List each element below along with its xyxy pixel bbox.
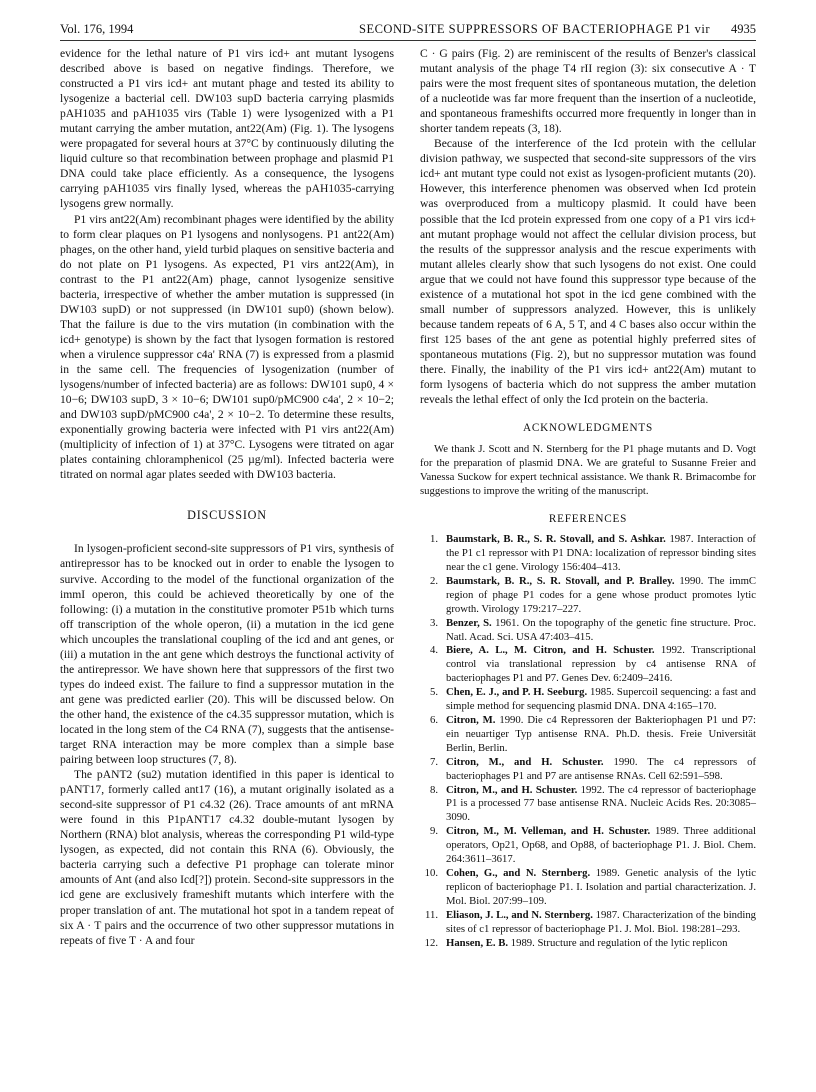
reference-text: 1989. Structure and regulation of the lytic replicon [510, 936, 728, 949]
reference-authors: Hansen, E. B. [446, 936, 509, 949]
reference-item [420, 756, 756, 784]
reference-authors: Chen, E. J., and P. H. Seeburg. [446, 686, 588, 699]
body-paragraph: evidence for the lethal nature of P1 virs icd+ ant mutant lysogens described above is based on negative findings. Therefore, we constructed a P1 virs icd+ ant mutant phage and tested its ability to lysogenize a bacterial cell. DW103 supD bacteria carrying plasmids pAH1035 and pAH1035 virs (Table 1) were lysogenized with a P1 mutant carrying the amber mutation, ant22(Am) (Fig. 1). The lysogens were propagated for several hours at 37°C by continuously diluting the liquid culture so that recombination between prophage and plasmid P1 DNA could take place efficiently. As a consequence, the lysogens carrying pAH1035 virs finally lysed, whereas the pAH1035-carrying lysogens grew normally. [60, 47, 394, 211]
reference-item [420, 533, 756, 575]
references-heading: REFERENCES [548, 513, 628, 526]
reference-text: 1987. Characterization of the binding sites of c1 repressor of bacteriophage P1. J. Mol. Biol. 198:281–293. [446, 908, 757, 935]
reference-number: 10. [424, 866, 438, 879]
reference-authors: Cohen, G., and N. Sternberg. [446, 866, 591, 879]
reference-authors: Citron, M., M. Velleman, and H. Schuster. [446, 825, 651, 838]
reference-number: 3. [429, 616, 438, 629]
reference-text: 1990. The c4 repressors of bacteriophages P1 and P7 are antisense RNAs. Cell 62:591–598. [446, 755, 757, 782]
reference-text: 1990. The immC region of phage P1 codes for a gene whose product promotes lytic growth. Virology 179:217–227. [446, 574, 757, 615]
reference-number: 4. [429, 644, 438, 657]
reference-text: 1987. Interaction of the P1 c1 repressor with P1 DNA: localization of repressor binding sites near the c1 gene. Virology 156:404–413. [446, 533, 756, 574]
reference-authors: Citron, M., and H. Schuster. [446, 783, 578, 796]
running-header [60, 22, 756, 40]
reference-item [420, 909, 756, 937]
reference-authors: Biere, A. L., M. Citron, and H. Schuster. [446, 644, 655, 657]
reference-item [420, 644, 756, 686]
reference-number: 6. [429, 714, 438, 726]
discussion-heading: DISCUSSION [187, 508, 267, 523]
reference-number: 11. [425, 908, 438, 921]
reference-number: 12. [424, 936, 438, 949]
reference-authors: Benzer, S. [446, 616, 492, 629]
reference-item [420, 714, 756, 756]
reference-authors: Baumstark, B. R., S. R. Stovall, and S. Ashkar. [446, 533, 666, 546]
discussion-paragraph: In lysogen-proficient second-site suppressors of P1 virs, synthesis of antirepressor has to be knocked out in order to enable the lysogen to survive. According to the model of the functional organization of the immI operon, this could be achieved theoretically by one of the following: (i) a mutation in the constitutive promoter P51b which turns off transcription of the whole operon, (ii) a mutation in the icd gene which uncouples the translational coupling of the icd and ant genes, or (iii) a mutation in the ant gene which destroys the functional activity of the antirepressor. We have shown here that suppressors of the first two types do indeed exist. The failure to find a suppressor mutation in the ant gene was predicted earlier (20). This will be discussed below. On the other hand, the existence of the c4.35 suppressor mutation, which is located in the long stem of the C4 RNA (7), suggests that the antisense-target RNA interaction may be more complex than a simple base pairing between loop structures (7, 8). [60, 542, 394, 767]
reference-text: 1992. The c4 repressor of bacteriophage P1 is a processed 77 base antisense RNA. Nucleic Acids Res. 20:3085–3090. [446, 783, 756, 824]
reference-item [420, 575, 756, 617]
reference-item [420, 784, 756, 826]
left-column [60, 46, 394, 948]
reference-authors: Baumstark, B. R., S. R. Stovall, and P. Bralley. [446, 574, 675, 587]
right-column [420, 46, 756, 950]
body-paragraph: C · G pairs (Fig. 2) are reminiscent of the results of Benzer's classical mutant analysis of the phage T4 rII region (3): six consecutive A · T pairs were the most frequent sites of spontaneous mutation, the deletion of a nucleotide was far more frequent than the insertion of a nucleotide, and spontaneous frameshifts occurred more frequently in longer than in shorter tandem repeats (3, 18). [420, 47, 756, 136]
reference-number: 1. [429, 533, 438, 546]
reference-number: 2. [429, 574, 438, 587]
discussion-paragraph: The pANT2 (su2) mutation identified in this paper is identical to pANT17, formerly called ant17 (16), a mutant originally isolated as a second-site suppressor of P1 c4.32 (26). Trace amounts of ant mRNA were found in this P1pANT17 c4.32 double-mutant lysogen by Northern (RNA) blot analysis, whereas the corresponding P1 wild-type lysogen, as expected, did not contain this RNA (6). Obviously, the bacteria carrying such a defective P1 prophage can tolerate minor amounts of Ant (and also Icd[?]) protein. Second-site suppressors in the icd gene are exclusively frameshift mutants which interfere with the proper translation of ant. The mutational hot spot in a tandem repeat of six A · T pairs and the occurrence of two other suppressor mutations in repeats of five T · A and four [60, 768, 394, 947]
references-list [420, 533, 756, 950]
reference-text: 1989. Three additional operators, Op21, Op68, and Op88, of bacteriophage P1. J. Biol. Chem. 264:3611–3617. [446, 825, 757, 866]
reference-item [420, 825, 756, 867]
reference-text: 1990. Die c4 Repressoren der Bakteriophagen P1 und P7: ein neuartiger Typ antisense RNA. Ph.D. thesis. Freie Universität Berlin, Berlin. [446, 714, 756, 754]
body-paragraph: Because of the interference of the Icd protein with the cellular division pathway, we suspected that second-site suppressors of the virs icd+ ant mutant type could not exist as lysogen-proficient mutants (20). However, this interference phenomen was observed when Icd protein was overproduced from a multicopy plasmid. It could have been possible that the Icd protein expressed from one copy of a P1 virs icd+ ant mutant prophage would not affect the cellular division process, but the results of the suppressor analysis and the rescue experiments with mutant alleles clearly show that such lysogens do not exist. One could argue that we could not have found this suppressor type because of the existence of a mutational hot spot in the icd gene combined with the small number of suppressors analyzed. However, this is unlikely because tandem repeats of 6 A, 5 T, and 4 C bases also occur within the first 125 bases of the ant gene as potential highly preferred sites of spontaneous mutations (Fig. 2), but no suppressor mutation was found there. Finally, the inability of the P1 virs icd+ ant22(Am) mutant to form lysogens of bacteria which do not suppress the amber mutation reveals the lethal effect of only the Icd protein on the bacteria. [420, 137, 756, 407]
reference-number: 5. [429, 686, 438, 699]
reference-item [420, 686, 756, 714]
reference-text: 1961. On the topography of the genetic fine structure. Proc. Natl. Acad. Sci. USA 47:403–415. [446, 616, 756, 643]
page-number: 4935 [731, 22, 756, 36]
acknowledgments-text: We thank J. Scott and N. Sternberg for the P1 phage mutants and D. Vogt for the preparation of plasmid DNA. We are grateful to Susanne Freier and Vanessa Suckow for expert technical assistance. We thank R. Brimacombe for suggestions to improve the writing of the manuscript. [420, 443, 756, 498]
reference-number: 9. [429, 825, 438, 838]
reference-text: 1992. Transcriptional control via translational repression by c4 antisense RNA of bacteriophages P1 and P7. Genes Dev. 6:2409–2416. [446, 644, 756, 685]
reference-authors: Citron, M. [446, 714, 496, 726]
reference-number: 7. [429, 755, 438, 768]
reference-authors: Citron, M., and H. Schuster. [446, 755, 604, 768]
running-title: SECOND-SITE SUPPRESSORS OF BACTERIOPHAGE P1 vir [359, 22, 710, 36]
body-paragraph: P1 virs ant22(Am) recombinant phages were identified by the ability to form clear plaques on P1 lysogens and nonlysogens. P1 ant22(Am) phages, on the other hand, yield turbid plaques on sensitive bacteria and do not plate on P1 lysogens. As expected, P1 virs ant22(Am), in contrast to the P1 ant22(Am) phage, cannot lysogenize sensitive bacteria, irrespective of whether the amber mutation is suppressed (in DW103 supD) or not suppressed (in DW101 sup0) (shown below). That the failure is due to the virs mutation (in combination with the icd+ genotype) is shown by the fact that lysogen formation is restored when a virulence suppressor c4a' RNA (7) is expressed from a plasmid in the same cell. The frequencies of lysogenization (number of lysogens/number of infected bacteria) are as follows: DW101 sup0, 4 × 10−6; DW103 supD, 3 × 10−6; DW101 sup0/pMC900 c4a', 2 × 10−2; and DW103 supD/pMC900 c4a', 2 × 10−2. To determine these results, exponentially growing bacteria were infected with P1 virs ant22(Am) (multiplicity of infection of 1) at 37°C. Lysogens were titrated on agar plates containing chloramphenicol (25 µg/ml). Infected bacteria were titrated on normal agar plates seeded with DW103 bacteria. [60, 212, 394, 482]
header-rule [60, 40, 756, 41]
volume-label: Vol. 176, 1994 [60, 22, 134, 36]
reference-item [420, 937, 756, 951]
reference-item [420, 617, 756, 645]
reference-authors: Eliason, J. L., and N. Sternberg. [446, 908, 593, 921]
reference-text: 1985. Supercoil sequencing: a fast and simple method for sequencing plasmid DNA. DNA 4:165–170. [446, 686, 756, 713]
reference-text: 1989. Genetic analysis of the lytic replicon of bacteriophage P1. I. Isolation and partial characterization. J. Mol. Biol. 207:99–109. [446, 866, 757, 907]
reference-number: 8. [429, 783, 438, 796]
acknowledgments-heading: ACKNOWLEDGMENTS [522, 422, 654, 435]
reference-item [420, 867, 756, 909]
